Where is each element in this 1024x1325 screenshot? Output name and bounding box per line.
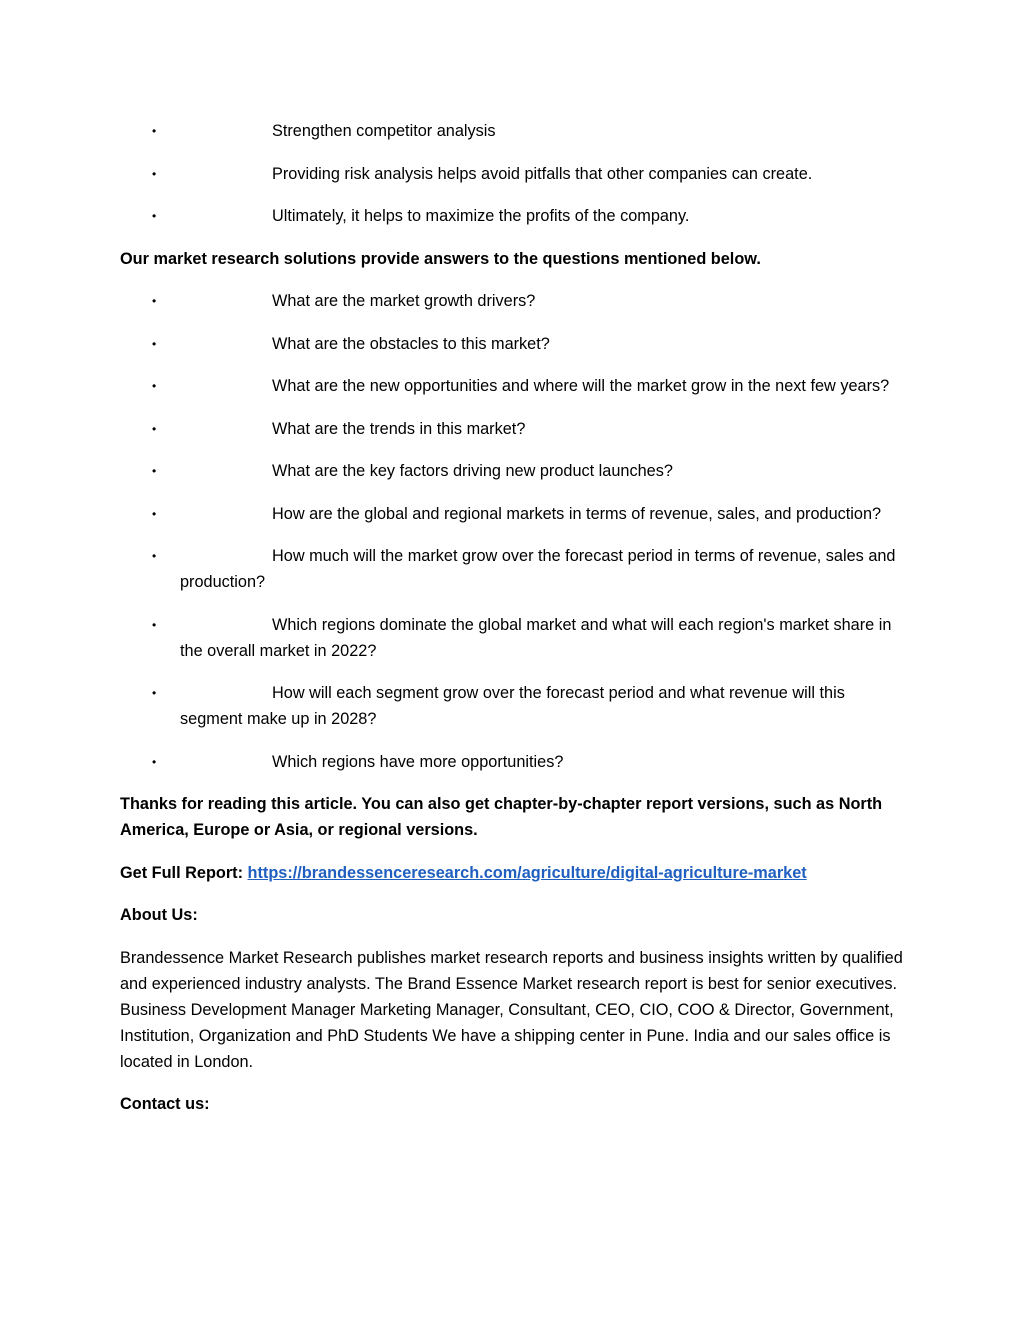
list-item (120, 288, 904, 314)
full-report-label: Get Full Report: (120, 863, 248, 882)
contact-heading: Contact us: (120, 1095, 210, 1113)
list-item-text: Which regions have more opportunities? (272, 752, 564, 771)
bullet-icon: • (152, 754, 157, 769)
list-item-text: Providing risk analysis helps avoid pitfalls that other companies can create. (272, 164, 813, 183)
full-report-line (120, 860, 904, 886)
bullet-icon: • (152, 617, 157, 632)
bullet-icon: • (152, 421, 157, 436)
bullet-icon: • (152, 464, 157, 478)
list-item-text: What are the key factors driving new product launches? (272, 462, 673, 480)
list-item-text: How are the global and regional markets in terms of revenue, sales, and production? (272, 504, 882, 523)
bullet-icon: • (152, 124, 157, 138)
list-item (120, 203, 904, 229)
list-item (120, 331, 904, 357)
bullet-icon: • (152, 506, 157, 521)
about-paragraph: Brandessence Market Research publishes market research reports and business insights written by qualified and experienced industry analysts. The Brand Essence Market research report is best for senior executives. Business Development Manager Marketing Manager, Consultant, CEO, CIO, COO & Director, Government, Institution, Organization and PhD Students We have a shipping center in Pune. India and our sales office is located in London. (120, 948, 903, 1071)
list-item-text: Strengthen competitor analysis (272, 122, 496, 140)
questions-list (120, 288, 904, 775)
list-item (120, 458, 904, 484)
list-item-text: What are the market growth drivers? (272, 292, 536, 310)
list-item-text: Which regions dominate the global market and what will each region's market share in the overall market in 2022? (180, 615, 892, 660)
list-item (120, 501, 904, 527)
list-item-text: What are the new opportunities and where will the market grow in the next few years? (272, 377, 890, 395)
list-item-text: How will each segment grow over the forecast period and what revenue will this segment make up in 2028? (180, 684, 845, 728)
list-item (120, 612, 904, 664)
bullet-icon: • (152, 166, 157, 181)
list-item (120, 118, 904, 144)
bullet-icon: • (152, 294, 157, 308)
about-heading: About Us: (120, 906, 198, 924)
bullet-icon: • (152, 379, 157, 393)
benefits-list (120, 118, 904, 229)
list-item-text: What are the obstacles to this market? (272, 334, 550, 353)
list-item-text: How much will the market grow over the forecast period in terms of revenue, sales and production? (180, 547, 896, 591)
bullet-icon: • (152, 209, 157, 223)
thanks-paragraph: Thanks for reading this article. You can also get chapter-by-chapter report versions, such as North America, Europe or Asia, or regional versions. (120, 795, 883, 839)
questions-heading: Our market research solutions provide answers to the questions mentioned below. (120, 249, 761, 268)
list-item-text: What are the trends in this market? (272, 419, 526, 438)
list-item-text: Ultimately, it helps to maximize the profits of the company. (272, 207, 690, 225)
full-report-link[interactable]: https://brandessenceresearch.com/agriculture/digital-agriculture-market (247, 863, 807, 882)
bullet-icon: • (152, 336, 157, 351)
list-item (120, 373, 904, 399)
list-item (120, 749, 904, 775)
list-item (120, 543, 904, 595)
list-item (120, 680, 904, 732)
list-item (120, 161, 904, 187)
bullet-icon: • (152, 686, 157, 700)
bullet-icon: • (152, 549, 157, 563)
list-item (120, 416, 904, 442)
